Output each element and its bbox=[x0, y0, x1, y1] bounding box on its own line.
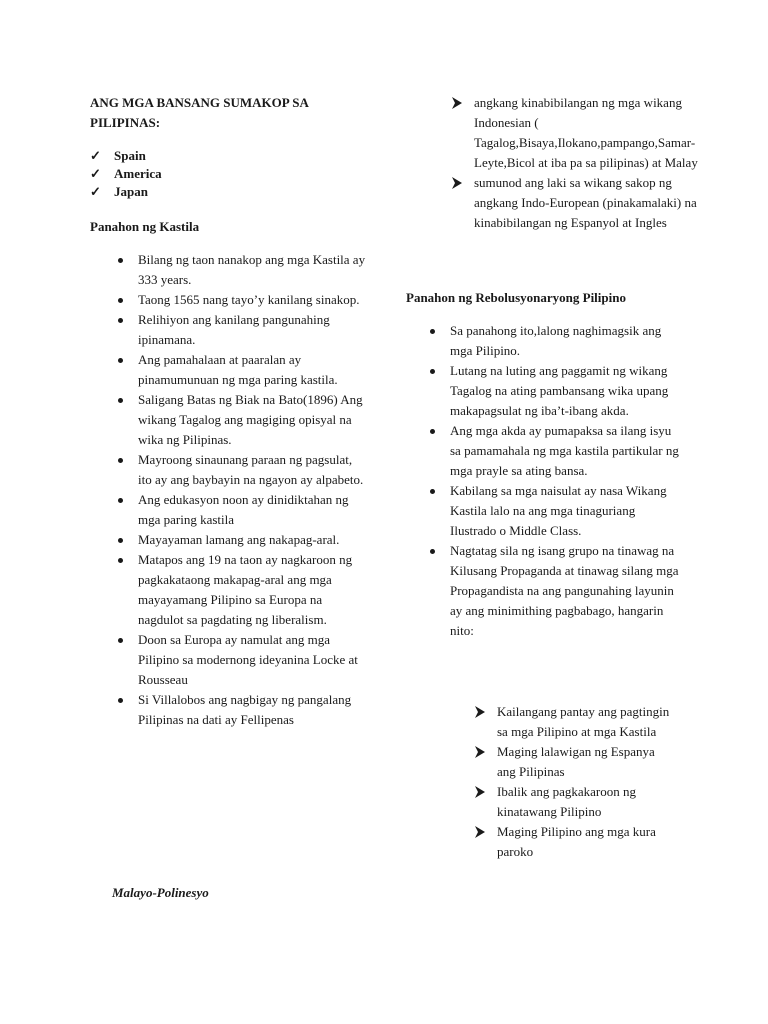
kastila-bullet-list bbox=[116, 250, 366, 730]
list-item: Kailangang pantay ang pagtingin sa mga Pilipino at mga Kastila bbox=[474, 702, 674, 742]
arrow-right-icon bbox=[475, 706, 485, 718]
bullet-icon bbox=[430, 369, 435, 374]
list-item: Ang edukasyon noon ay dinidiktahan ng mga paring kastila bbox=[116, 490, 366, 530]
checkmark-icon: ✓ bbox=[90, 148, 101, 163]
list-item: ✓ America bbox=[90, 166, 162, 181]
arrow-right-icon bbox=[475, 746, 485, 758]
list-item: Doon sa Europa ay namulat ang mga Pilipino sa modernong ideyanina Locke at Rousseau bbox=[116, 630, 366, 690]
list-item: Maging Pilipino ang mga kura paroko bbox=[474, 822, 674, 862]
list-item: Lutang na luting ang paggamit ng wikang Tagalog na ating pambansang wika upang makapagsulat ng iba’t-ibang akda. bbox=[428, 361, 680, 421]
list-item: Matapos ang 19 na taon ay nagkaroon ng pagkakataong makapag-aral ang mga mayayamang Pilipino sa Europa na nagdulot sa pagdating ng liberalism. bbox=[116, 550, 366, 630]
bullet-icon bbox=[118, 358, 123, 363]
list-item: ✓ Spain bbox=[90, 148, 146, 163]
rebolusyonaryo-bullet-list bbox=[428, 321, 680, 641]
section-heading-rebolusyonaryo: Panahon ng Rebolusyonaryong Pilipino bbox=[406, 290, 626, 305]
list-item: Kabilang sa mga naisulat ay nasa Wikang Kastila lalo na ang mga tinaguriang Ilustrado o Middle Class. bbox=[428, 481, 680, 541]
bullet-icon bbox=[118, 458, 123, 463]
page-title: ANG MGA BANSANG SUMAKOP SA PILIPINAS: bbox=[90, 95, 309, 130]
list-item: Si Villalobos ang nagbigay ng pangalang Pilipinas na dati ay Fellipenas bbox=[116, 690, 366, 730]
list-item: Bilang ng taon nanakop ang mga Kastila ay 333 years. bbox=[116, 250, 366, 290]
bullet-icon bbox=[118, 538, 123, 543]
list-item: Relihiyon ang kanilang pangunahing ipinamana. bbox=[116, 310, 366, 350]
list-item: Mayayaman lamang ang nakapag-aral. bbox=[116, 530, 366, 550]
list-item: Nagtatag sila ng isang grupo na tinawag na Kilusang Propaganda at tinawag silang mga Propagandista na ang pangunahing layunin ay ang minimithing pagbabago, hangarin nito: bbox=[428, 541, 680, 641]
list-item: Ang pamahalaan at paaralan ay pinamumunuan ng mga paring kastila. bbox=[116, 350, 366, 390]
arrow-right-icon bbox=[452, 97, 462, 109]
section-heading-kastila: Panahon ng Kastila bbox=[90, 219, 200, 234]
list-item: Saligang Batas ng Biak na Bato(1896) Ang wikang Tagalog ang magiging opisyal na wika ng Pilipinas. bbox=[116, 390, 366, 450]
arrow-right-icon bbox=[452, 177, 462, 189]
propaganda-goals-list bbox=[474, 702, 674, 862]
checkmark-icon: ✓ bbox=[90, 166, 101, 181]
language-family-list bbox=[451, 93, 706, 233]
bullet-icon bbox=[118, 258, 123, 263]
bullet-icon bbox=[430, 429, 435, 434]
bullet-icon bbox=[118, 638, 123, 643]
list-item: Sa panahong ito,lalong naghimagsik ang mga Pilipino. bbox=[428, 321, 680, 361]
subheading-malayo-polinesyo: Malayo-Polinesyo bbox=[112, 885, 209, 900]
bullet-icon bbox=[118, 498, 123, 503]
bullet-icon bbox=[118, 298, 123, 303]
checkmark-icon: ✓ bbox=[90, 184, 101, 199]
countries-list bbox=[90, 147, 290, 201]
list-item: ✓ Japan bbox=[90, 184, 148, 199]
bullet-icon bbox=[430, 489, 435, 494]
bullet-icon bbox=[118, 398, 123, 403]
bullet-icon bbox=[118, 698, 123, 703]
list-item: sumunod ang laki sa wikang sakop ng angkang Indo-European (pinakamalaki) na kinabibilangan ng Espanyol at Ingles bbox=[451, 173, 706, 233]
bullet-icon bbox=[430, 329, 435, 334]
list-item: angkang kinabibilangan ng mga wikang Indonesian ( Tagalog,Bisaya,Ilokano,pampango,Samar-Leyte,Bicol at iba pa sa pilipinas) at Malay bbox=[451, 93, 706, 173]
bullet-icon bbox=[118, 318, 123, 323]
list-item: Mayroong sinaunang paraan ng pagsulat, ito ay ang baybayin na ngayon ay alpabeto. bbox=[116, 450, 366, 490]
bullet-icon bbox=[430, 549, 435, 554]
arrow-right-icon bbox=[475, 786, 485, 798]
list-item: Ang mga akda ay pumapaksa sa ilang isyu sa pamamahala ng mga kastila partikular ng mga prayle sa ating bansa. bbox=[428, 421, 680, 481]
list-item: Taong 1565 nang tayo’y kanilang sinakop. bbox=[116, 290, 366, 310]
bullet-icon bbox=[118, 558, 123, 563]
list-item: Ibalik ang pagkakaroon ng kinatawang Pilipino bbox=[474, 782, 674, 822]
list-item: Maging lalawigan ng Espanya ang Pilipinas bbox=[474, 742, 674, 782]
arrow-right-icon bbox=[475, 826, 485, 838]
